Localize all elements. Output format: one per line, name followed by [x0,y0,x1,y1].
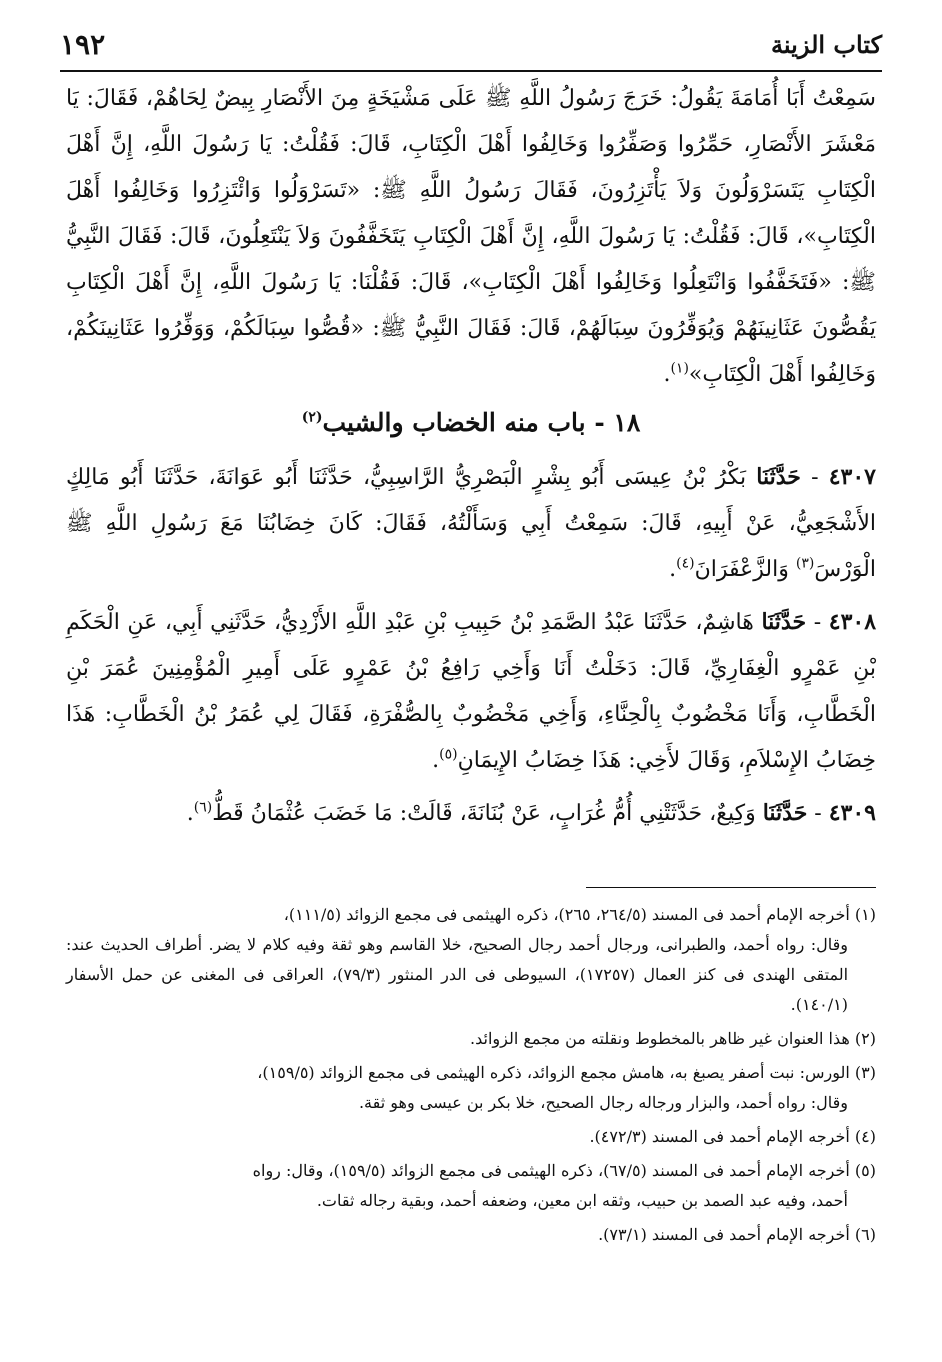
hadith-text: بَكْرُ بْنُ عِيسَى أَبُو بِشْرٍ الْبَصْرِيُّ الرَّاسِبِيُّ، حَدَّثَنَا أَبُو عَوَانَةَ، حَدَّثَنَا أَبُو مَالِكٍ الأَشْجَعِيُّ، عَنْ أَبِيهِ، قَالَ: سَمِعْتُ أَبِي وَسَأَلْتُهُ، فَقَالَ: كَانَ خِضَابُنَا مَعَ رَسُولِ اللَّهِ ﷺ الْوَرْسَ [66,465,876,582]
footnote-6 [66,1220,876,1250]
intro-paragraph: سَمِعْتُ أَبَا أُمَامَةَ يَقُولُ: خَرَجَ رَسُولُ اللَّهِ ﷺ عَلَى مَشْيَخَةٍ مِنَ الأَنْصَارِ بِيضٌ لِحَاهُمْ، فَقَالَ: يَا مَعْشَرَ الأَنْصَارِ، حَمِّرُوا وَصَفِّرُوا وَخَالِفُوا أَهْلَ الْكِتَابِ، قَالَ: فَقُلْتُ: يَا رَسُولَ اللَّهِ، إِنَّ أَهْلَ الْكِتَابِ يَتَسَرْوَلُونَ وَلاَ يَأْتَزِرُونَ، فَقَالَ رَسُولُ اللَّهِ ﷺ: «تَسَرْوَلُوا وَائْتَزِرُوا وَخَالِفُوا أَهْلَ الْكِتَابِ»، قَالَ: فَقُلْتُ: يَا رَسُولَ اللَّهِ، إِنَّ أَهْلَ الْكِتَابِ يَتَخَفَّفُونَ وَلاَ يَنْتَعِلُونَ، قَالَ: فَقَالَ النَّبِيُّ ﷺ: «فَتَخَفَّفُوا وَانْتَعِلُوا وَخَالِفُوا أَهْلَ الْكِتَابِ»، قَالَ: فَقُلْنَا: يَا رَسُولَ اللَّهِ، إِنَّ أَهْلَ الْكِتَابِ يَقُصُّونَ عَثَانِينَهُمْ وَيُوَفِّرُونَ سِبَالَهُمْ، قَالَ: فَقَالَ النَّبِيُّ ﷺ: «قُصُّوا سِبَالَكُمْ، وَوَفِّرُوا عَثَانِينَكُمْ، وَخَالِفُوا أَهْلَ الْكِتَابِ»$^{(١)}$. [66,86,876,387]
hadith-text: وَكِيعٌ، حَدَّثَتْنِي أُمُّ غُرَابٍ، عَنْ بُنَانَةَ، قَالَتْ: مَا خَضَبَ عُثْمَانُ قَطُّ [212,801,756,826]
footnote-1 [66,900,876,1020]
footnote-continuation: وقال: رواه أحمد، والطبرانى، ورجال أحمد رجال الصحيح، خلا القاسم وهو ثقة وفيه كلام لا يضر. أطراف الحديث عند: المتقى الهندى فى كنز العمال (١٧٢٥٧)، السيوطى فى الدر المنثور (٧٩/٣)، العراقى فى المغنى عن حمل الأسفار (١٤٠/١). [66,935,849,1014]
hadith-number: ٤٣٠٨ [828,609,877,635]
hadith-4307: ٤٣٠٧ - حَدَّثَنَا بَكْرُ بْنُ عِيسَى أَبُو بِشْرٍ الْبَصْرِيُّ الرَّاسِبِيُّ، حَدَّثَنَا أَبُو عَوَانَةَ، حَدَّثَنَا أَبُو مَالِكٍ الأَشْجَعِيُّ، عَنْ أَبِيهِ، قَالَ: سَمِعْتُ أَبِي وَسَأَلْتُهُ، فَقَالَ: كَانَ خِضَابُنَا مَعَ رَسُولِ اللَّهِ ﷺ الْوَرْسَ$^{(٣)}$ وَالزَّعْفَرَانَ$^{(٤)}$. [66,464,876,582]
footnote-first-line: (١) أخرجه الإمام أحمد فى المسند (٢٦٤/٥، ٢٦٥)، ذكره الهيثمى فى مجمع الزوائد (١١١/٥)، [283,905,876,924]
chapter-heading [66,398,876,448]
hadith-4309: ٤٣٠٩ - حَدَّثَنَا وَكِيعٌ، حَدَّثَتْنِي أُمُّ غُرَابٍ، عَنْ بُنَانَةَ، قَالَتْ: مَا خَضَبَ عُثْمَانُ قَطُّ$^{(٦)}$. [186,799,876,826]
hadith-4308: ٤٣٠٨ - حَدَّثَنَا هَاشِمٌ، حَدَّثَنَا عَبْدُ الصَّمَدِ بْنُ حَبِيبِ بْنِ عَبْدِ اللَّهِ الأَزْدِيُّ، حَدَّثَنِي أَبِي، عَنِ الْحَكَمِ بْنِ عَمْرٍو الْغِفَارِيِّ، قَالَ: دَخَلْتُ أَنَا وَأَخِي رَافِعُ بْنُ عَمْرٍو عَلَى أَمِيرِ الْمُؤْمِنِينَ عُمَرَ بْنِ الْخَطَّابِ، وَأَنَا مَخْضُوبٌ بِالْحِنَّاءِ، وَأَخِي مَخْضُوبٌ بِالصُّفْرَةِ، فَقَالَ لِي عُمَرُ بْنُ الْخَطَّابِ: هَذَا خِضَابُ الإِسْلاَمِ، وَقَالَ لأَخِي: هَذَا خِضَابُ الإِيمَانِ$^{(٥)}$. [66,609,877,773]
footnote-continuation: وقال: رواه أحمد، والبزار ورجاله رجال الصحيح، خلا بكر بن عيسى وهو ثقة. [358,1093,848,1112]
footnote-first-line: (٢) هذا العنوان غير ظاهر بالمخطوط ونقلته من مجمع الزوائد. [470,1029,876,1048]
hadith-lead: حَدَّثَنَا [756,464,801,490]
footnote-4 [66,1122,876,1152]
footnote-first-line: (٣) الورس: نبت أصفر يصبغ به، هامش مجمع الزوائد، ذكره الهيثمى فى مجمع الزوائد (١٥٩/٥)، [257,1063,876,1082]
footnote-ref: (٦) [193,799,213,816]
footnote-first-line: (٤) أخرجه الإمام أحمد فى المسند (٤٧٢/٣). [589,1127,876,1146]
footnote-separator [586,887,876,888]
footnote-ref: (٥) [439,746,458,763]
footnote-continuation: أحمد، وفيه عبد الصمد بن حبيب، وثقه ابن معين، وضعفه أحمد، وبقية رجاله ثقات. [316,1191,848,1210]
book-title: كتاب الزينة [771,30,882,59]
main-text [66,76,876,837]
footnote-3 [66,1058,876,1118]
hadith-number: ٤٣٠٧ [828,464,876,490]
footnote-ref: (٤) [676,555,695,572]
hadith-lead: حَدَّثَنَا [762,800,808,826]
chapter-title: ١٨ - باب منه الخضاب والشيب [322,408,641,437]
footnote-first-line: (٦) أخرجه الإمام أحمد فى المسند (٧٣/١). [598,1225,876,1244]
running-head [60,28,882,72]
hadith-number: ٤٣٠٩ [828,800,876,826]
hadith-lead: حَدَّثَنَا [761,609,807,635]
intro-text: سَمِعْتُ أَبَا أُمَامَةَ يَقُولُ: خَرَجَ رَسُولُ اللَّهِ ﷺ عَلَى مَشْيَخَةٍ مِنَ الأَنْصَارِ بِيضٌ لِحَاهُمْ، فَقَالَ: يَا مَعْشَرَ الأَنْصَارِ، حَمِّرُوا وَصَفِّرُوا وَخَالِفُوا أَهْلَ الْكِتَابِ، قَالَ: فَقُلْتُ: يَا رَسُولَ اللَّهِ، إِنَّ أَهْلَ الْكِتَابِ يَتَسَرْوَلُونَ وَلاَ يَأْتَزِرُونَ، فَقَالَ رَسُولُ اللَّهِ ﷺ: «تَسَرْوَلُوا وَائْتَزِرُوا وَخَالِفُوا أَهْلَ الْكِتَابِ»، قَالَ: فَقُلْتُ: يَا رَسُولَ اللَّهِ، إِنَّ أَهْلَ الْكِتَابِ يَتَخَفَّفُونَ وَلاَ يَنْتَعِلُونَ، قَالَ: فَقَالَ النَّبِيُّ ﷺ: «فَتَخَفَّفُوا وَانْتَعِلُوا وَخَالِفُوا أَهْلَ الْكِتَابِ»، قَالَ: فَقُلْنَا: يَا رَسُولَ اللَّهِ، إِنَّ أَهْلَ الْكِتَابِ يَقُصُّونَ عَثَانِينَهُمْ وَيُوَفِّرُونَ سِبَالَهُمْ، قَالَ: فَقَالَ النَّبِيُّ ﷺ: «قُصُّوا سِبَالَكُمْ، وَوَفِّرُوا عَثَانِينَكُمْ، وَخَالِفُوا أَهْلَ الْكِتَابِ» [66,86,876,387]
hadith-text-cont: وَالزَّعْفَرَانَ [694,557,796,582]
page-number: ١٩٢ [60,28,106,61]
footnote-2 [66,1024,876,1054]
header-rule [60,70,882,72]
footnote-first-line: (٥) أخرجه الإمام أحمد فى المسند (٦٧/٥)، ذكره الهيثمى فى مجمع الزوائد (١٥٩/٥)، وقال: رواه [252,1161,876,1180]
footnote-ref: (٣) [795,555,815,572]
footnote-ref: (١) [670,360,689,377]
footnotes [66,900,876,1254]
footnote-ref: (٢) [301,409,323,426]
footnote-5 [66,1156,876,1216]
hadith-text: هَاشِمٌ، حَدَّثَنَا عَبْدُ الصَّمَدِ بْنُ حَبِيبِ بْنِ عَبْدِ اللَّهِ الأَزْدِيُّ، حَدَّثَنِي أَبِي، عَنِ الْحَكَمِ بْنِ عَمْرٍو الْغِفَارِيِّ، قَالَ: دَخَلْتُ أَنَا وَأَخِي رَافِعُ بْنُ عَمْرٍو عَلَى أَمِيرِ الْمُؤْمِنِينَ عُمَرَ بْنِ الْخَطَّابِ، وَأَنَا مَخْضُوبٌ بِالْحِنَّاءِ، وَأَخِي مَخْضُوبٌ بِالصُّفْرَةِ، فَقَالَ لِي عُمَرُ بْنُ الْخَطَّابِ: هَذَا خِضَابُ الإِسْلاَمِ، وَقَالَ لأَخِي: هَذَا خِضَابُ الإِيمَانِ [66,610,876,773]
